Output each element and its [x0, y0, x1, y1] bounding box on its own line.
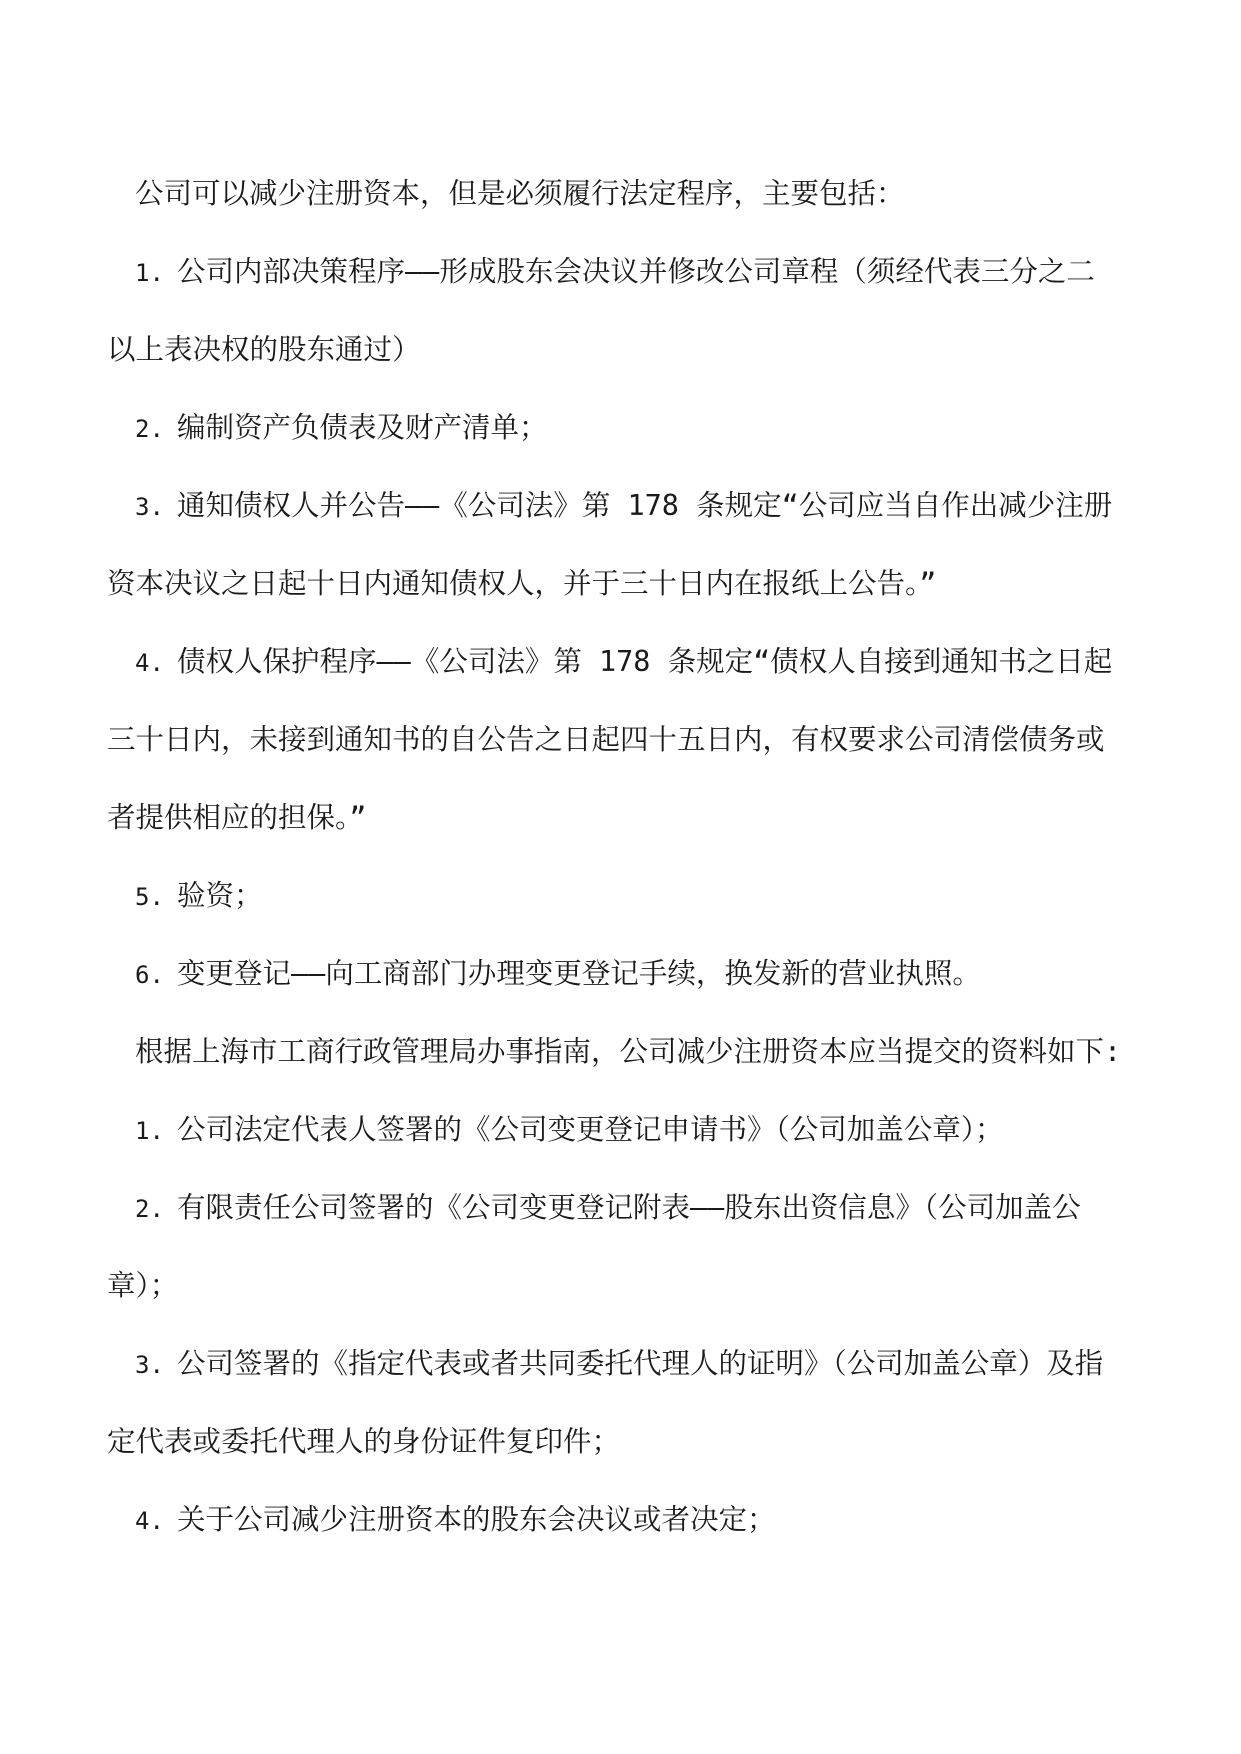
item-number: 2. — [135, 1195, 164, 1223]
material-item-2-continuation — [107, 1247, 1137, 1325]
procedure-item-1-continuation — [107, 311, 1137, 389]
item-text: 公司内部决策程序——形成股东会决议并修改公司章程（须经代表三分之二 — [177, 255, 1095, 288]
item-number: 1. — [135, 1117, 164, 1145]
intro-paragraph — [107, 155, 1137, 233]
procedure-item-5 — [107, 857, 1137, 935]
document-body — [107, 155, 1137, 1559]
item-text: 以上表决权的股东通过） — [107, 333, 421, 366]
item-number: 3. — [135, 1351, 164, 1379]
item-text: 者提供相应的担保。” — [107, 801, 367, 834]
item-text: 三十日内，未接到通知书的自公告之日起四十五日内，有权要求公司清偿债务或 — [107, 723, 1105, 756]
material-item-3-continuation — [107, 1403, 1137, 1481]
procedure-item-6 — [107, 935, 1137, 1013]
item-text: 公司签署的《指定代表或者共同委托代理人的证明》（公司加盖公章）及指 — [177, 1347, 1104, 1380]
procedure-item-4-continuation — [107, 701, 1137, 779]
item-text: 公司法定代表人签署的《公司变更登记申请书》（公司加盖公章）； — [177, 1113, 1004, 1146]
item-text: 关于公司减少注册资本的股东会决议或者决定； — [177, 1503, 776, 1536]
paragraph-text: 公司可以减少注册资本，但是必须履行法定程序，主要包括： — [135, 177, 905, 210]
item-text: 有限责任公司签署的《公司变更登记附表——股东出资信息》（公司加盖公 — [177, 1191, 1081, 1224]
material-item-3 — [107, 1325, 1137, 1403]
material-item-2 — [107, 1169, 1137, 1247]
procedure-item-4 — [107, 623, 1137, 701]
item-number: 4. — [135, 649, 164, 677]
item-number: 2. — [135, 415, 164, 443]
item-text: 验资； — [177, 879, 263, 912]
item-number: 3. — [135, 493, 164, 521]
material-item-1 — [107, 1091, 1137, 1169]
procedure-item-4-continuation — [107, 779, 1137, 857]
item-number: 6. — [135, 961, 164, 989]
item-text: 通知债权人并公告——《公司法》第 178 条规定“公司应当自作出减少注册 — [177, 489, 1113, 522]
item-text: 编制资产负债表及财产清单； — [177, 411, 548, 444]
item-number: 1. — [135, 259, 164, 287]
item-number: 4. — [135, 1507, 164, 1535]
item-text: 章）； — [107, 1269, 179, 1302]
item-text: 债权人保护程序——《公司法》第 178 条规定“债权人自接到通知书之日起 — [177, 645, 1113, 678]
procedure-item-1 — [107, 233, 1137, 311]
procedure-item-3 — [107, 467, 1137, 545]
procedure-item-3-continuation — [107, 545, 1137, 623]
procedure-item-2 — [107, 389, 1137, 467]
materials-intro-paragraph — [107, 1013, 1137, 1091]
material-item-4 — [107, 1481, 1137, 1559]
item-text: 变更登记——向工商部门办理变更登记手续，换发新的营业执照。 — [177, 957, 981, 990]
item-text: 定代表或委托代理人的身份证件复印件； — [107, 1425, 621, 1458]
paragraph-text: 根据上海市工商行政管理局办事指南，公司减少注册资本应当提交的资料如下: — [135, 1035, 1122, 1068]
item-text: 资本决议之日起十日内通知债权人，并于三十日内在报纸上公告。” — [107, 567, 937, 600]
item-number: 5. — [135, 883, 164, 911]
